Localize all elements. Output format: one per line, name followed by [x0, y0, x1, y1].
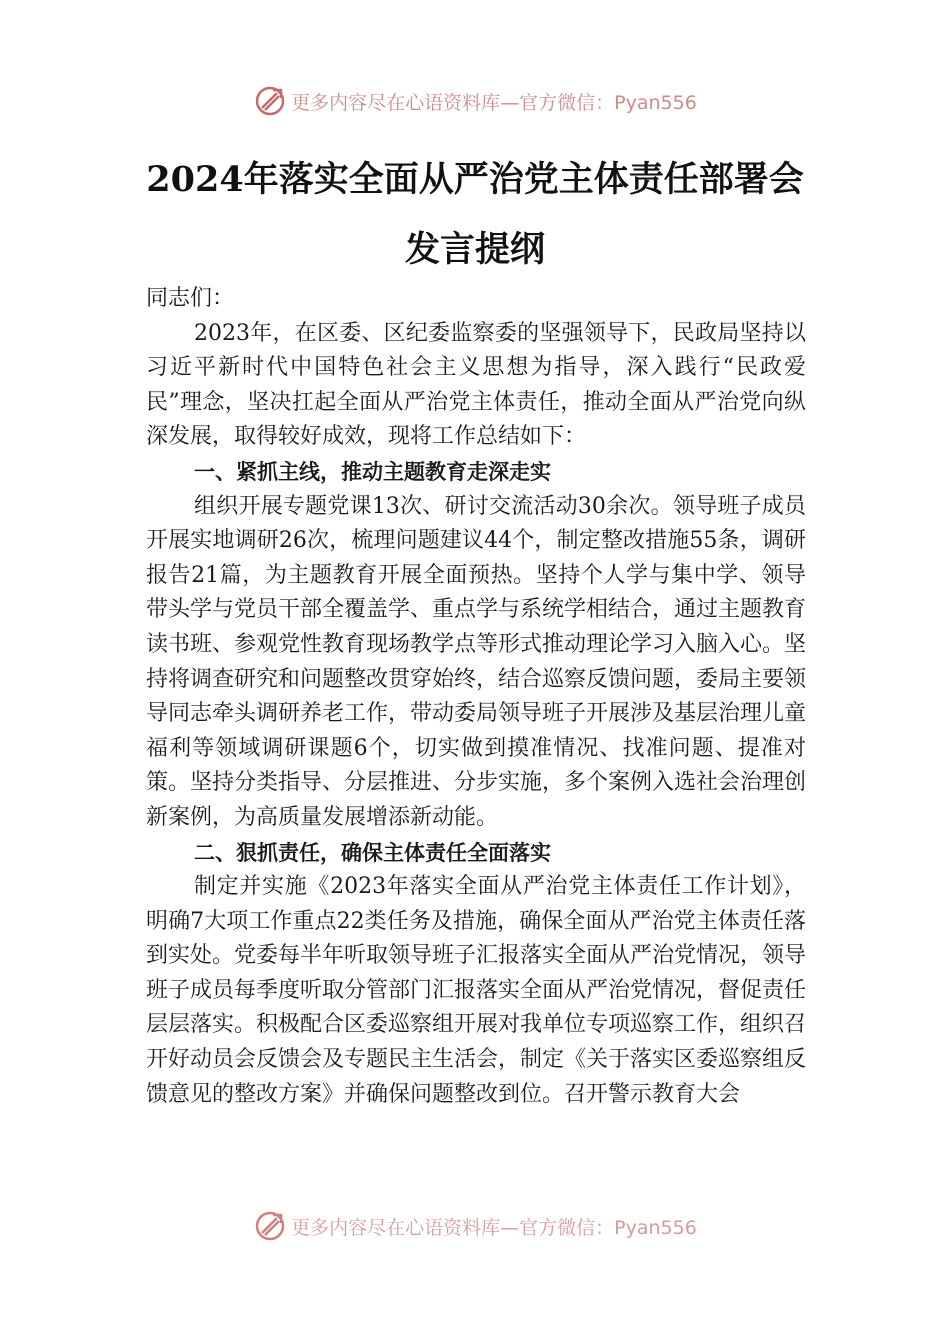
- document-title-line-2: 发言提纲: [404, 229, 545, 270]
- section-2-heading: 二、狠抓责任，确保主体责任全面落实: [194, 840, 551, 865]
- watermark-logo-icon: [253, 84, 287, 118]
- section-2-paragraph: 制定并实施《2023年落实全面从严治党主体责任工作计划》，明确7大项工作重点22类任务及措施，确保全面从严治党主体责任落到实处。党委每半年听取领导班子汇报落实全面从严治党情况，领导班子成员每季度听取分管部门汇报落实全面从严治党情况，督促责任层层落实。积极配合区委巡察组开展对我单位专项巡察工作，组织召开好动员会反馈会及专题民主生活会，制定《关于落实区委巡察组反馈意见的整改方案》并确保问题整改到位。召开警示教育大会: [146, 874, 807, 1107]
- intro-paragraph: 2023年，在区委、区纪委监察委的坚强领导下，民政局坚持以习近平新时代中国特色社会主义思想为指导，深入践行“民政爱民”理念，坚决扛起全面从严治党主体责任，推动全面从严治党向纵深发展，取得较好成效，现将工作总结如下：: [146, 320, 806, 450]
- watermark-top: [0, 84, 950, 118]
- document-body: [146, 282, 806, 1112]
- watermark-text: 更多内容尽在心语资料库—官方微信：Pyan556: [291, 1216, 697, 1239]
- document-title-line-1: 2024年落实全面从严治党主体责任部署会: [146, 159, 804, 200]
- section-1-paragraph: 组织开展专题党课13次、研讨交流活动30余次。领导班子成员开展实地调研26次，梳理问题建议44个，制定整改措施55条，调研报告21篇，为主题教育开展全面预热。坚持个人学与集中学、领导带头学与党员干部全覆盖学、重点学与系统学相结合，通过主题教育读书班、参观党性教育现场教学点等形式推动理论学习入脑入心。坚持将调查研究和问题整改贯穿始终，结合巡察反馈问题，委局主要领导同志牵头调研养老工作，带动委局领导班子开展涉及基层治理儿童福利等领域调研课题6个，切实做到摸准情况、找准问题、提准对策。坚持分类指导、分层推进、分步实施，多个案例入选社会治理创新案例，为高质量发展增添新动能。: [146, 493, 807, 830]
- section-1-heading: 一、紧抓主线，推动主题教育走深走实: [194, 459, 551, 484]
- watermark-text: 更多内容尽在心语资料库—官方微信：Pyan556: [291, 91, 697, 114]
- watermark-logo-icon: [253, 1209, 287, 1243]
- salutation: 同志们：: [146, 286, 235, 311]
- watermark-bottom: [0, 1209, 950, 1243]
